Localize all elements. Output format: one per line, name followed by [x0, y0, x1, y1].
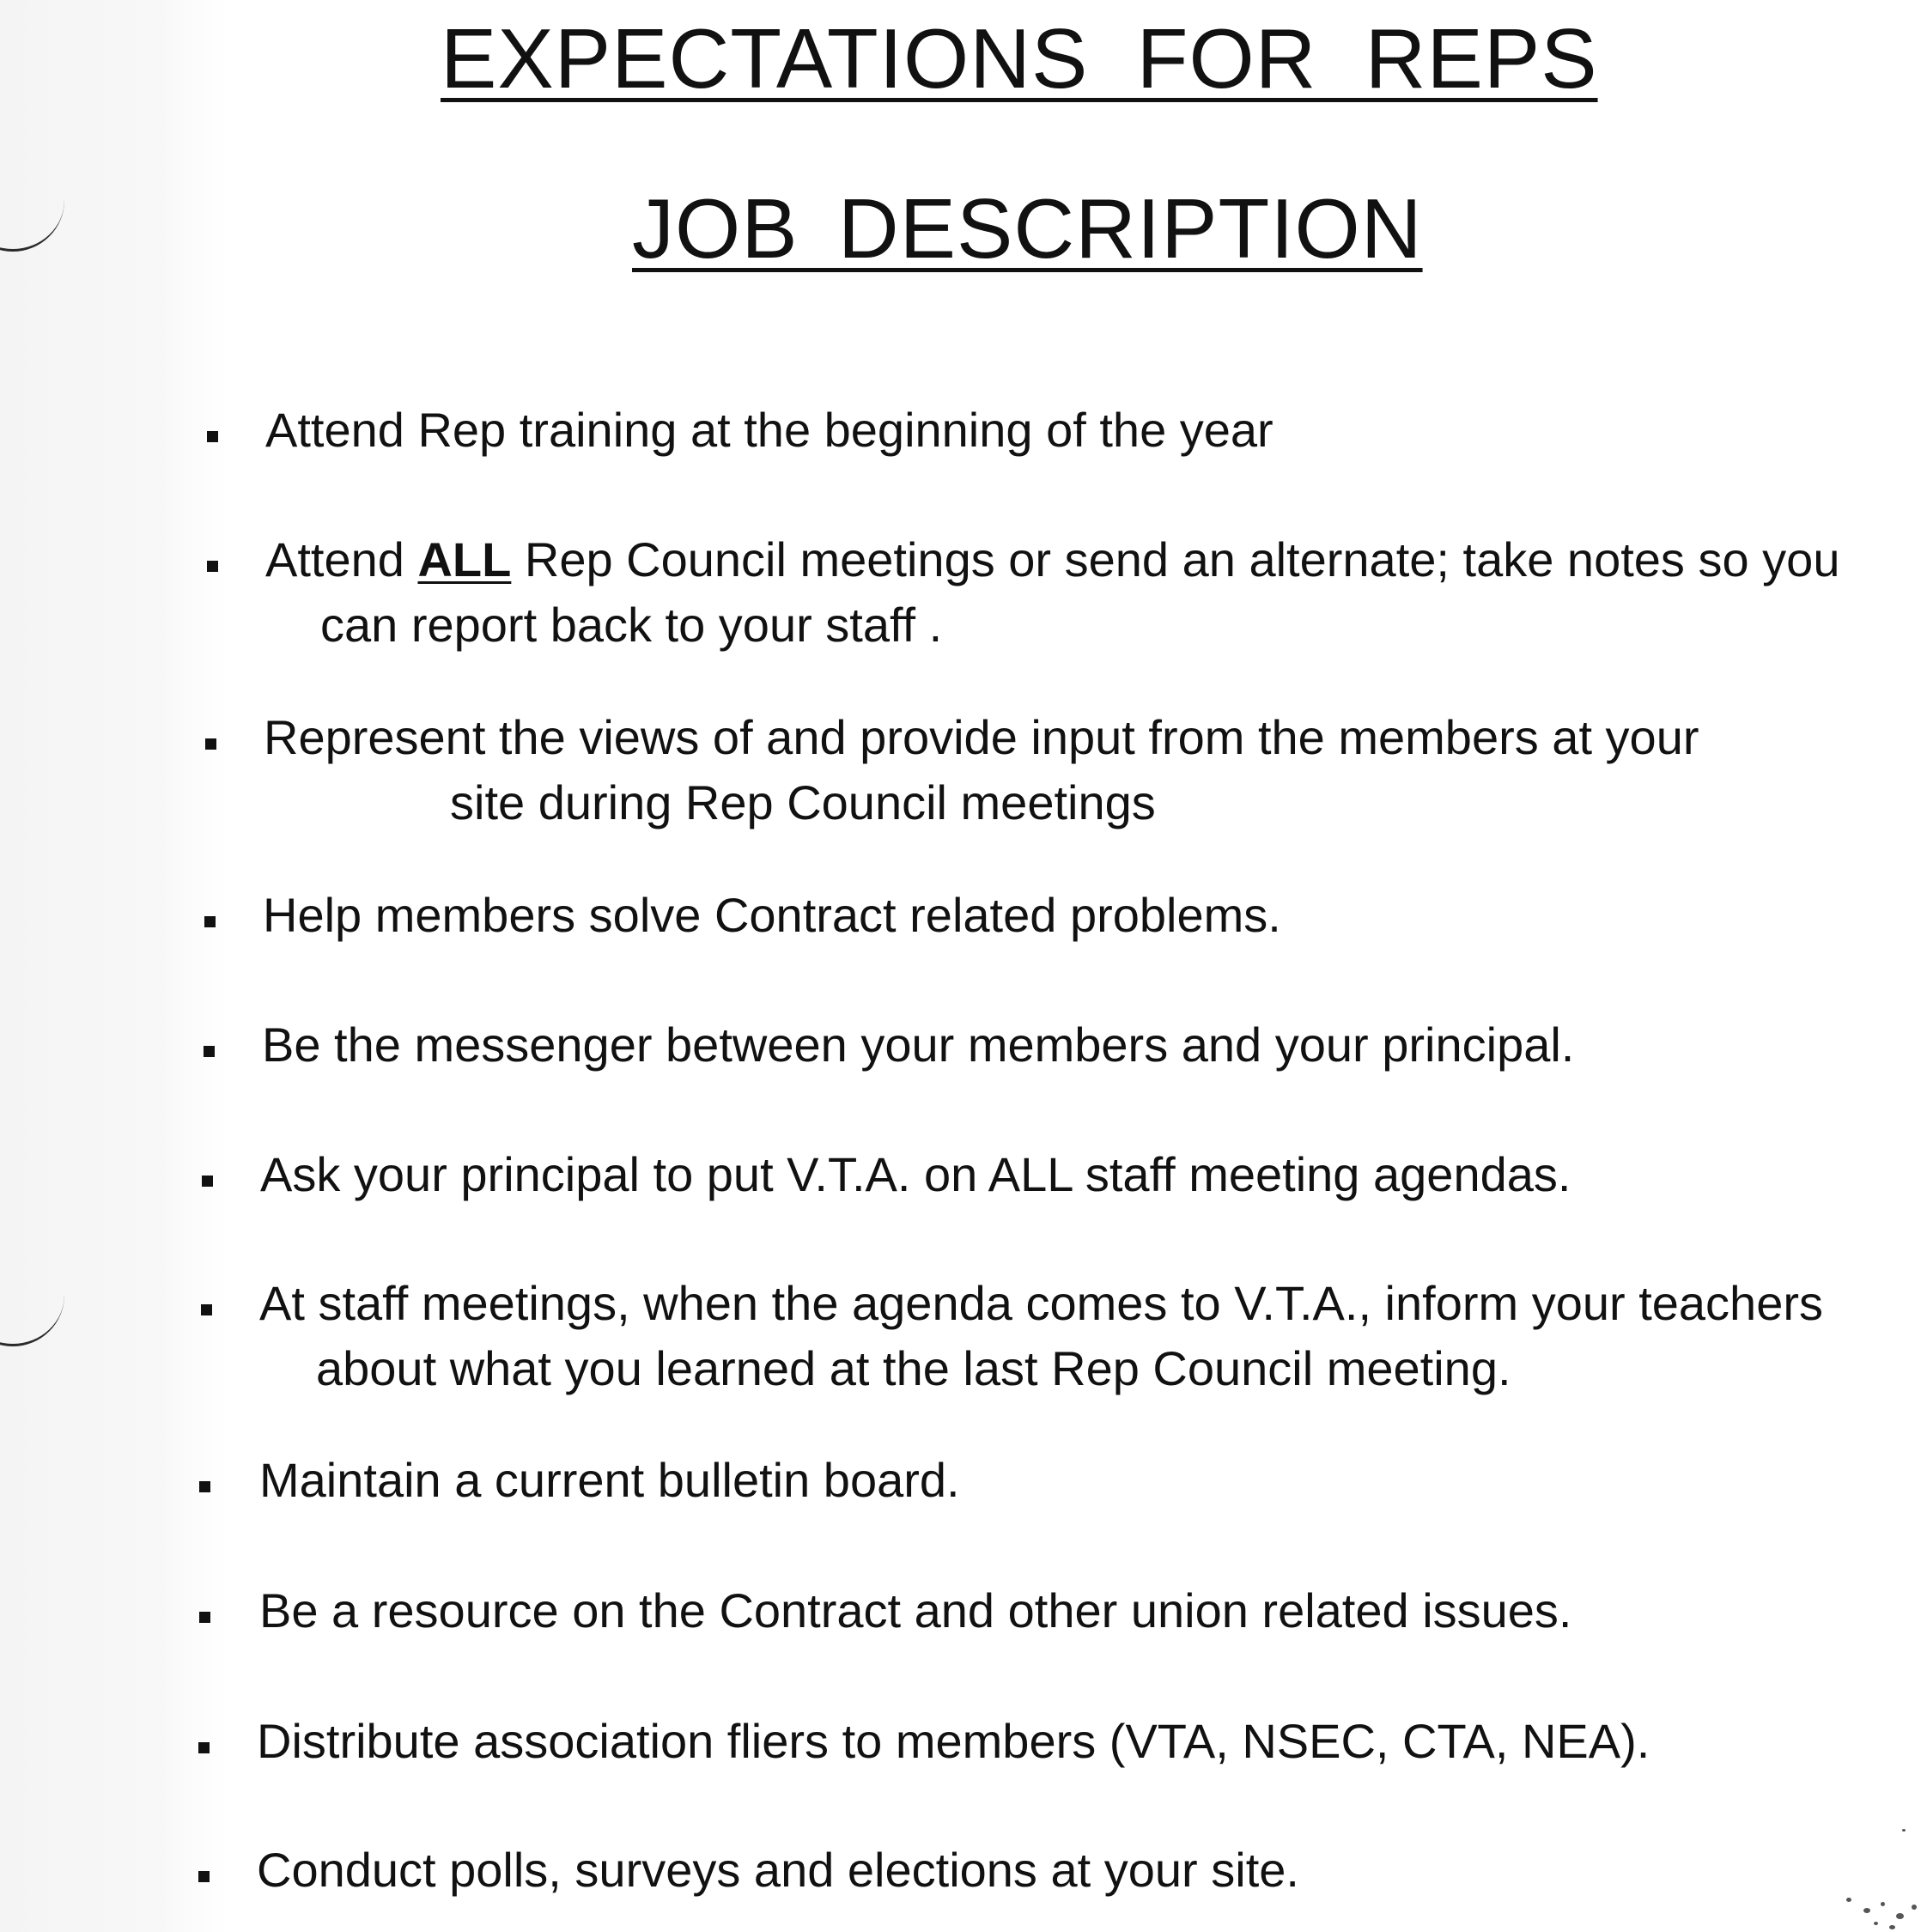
item-continuation: site during Rep Council meetings — [450, 775, 1156, 829]
item-continuation: about what you learned at the last Rep Council meeting. — [316, 1341, 1511, 1395]
item-continuation: can report back to your staff . — [320, 598, 943, 652]
bullet-icon — [198, 1742, 210, 1753]
item-text: Distribute association fliers to members (VTA, NSEC, CTA, NEA). — [257, 1714, 1650, 1768]
item-text: Represent the views of and provide input from the members at your — [264, 710, 1699, 764]
document-title: EXPECTATIONS FOR REPS — [441, 11, 1598, 106]
item-text: At staff meetings, when the agenda comes to V.T.A., inform your teachers — [259, 1276, 1823, 1330]
item-text: Attend Rep training at the beginning of the year — [265, 403, 1274, 457]
document-subtitle: JOB DESCRIPTION — [632, 181, 1423, 276]
bullet-icon — [198, 1871, 210, 1882]
item-emphasis: ALL — [417, 532, 512, 586]
bullet-icon — [204, 916, 216, 927]
bullet-icon — [207, 431, 218, 442]
bullet-icon — [199, 1612, 210, 1623]
item-text: Maintain a current bulletin board. — [259, 1453, 960, 1507]
item-text: Ask your principal to put V.T.A. on ALL staff meeting agendas. — [260, 1147, 1571, 1201]
item-text-before: Attend — [265, 532, 418, 586]
bullet-icon — [201, 1304, 212, 1315]
bullet-icon — [199, 1481, 210, 1492]
bullet-icon — [202, 1176, 213, 1187]
item-text: Be the messenger between your members and your principal. — [262, 1018, 1575, 1072]
bullet-icon — [207, 561, 218, 572]
bullet-icon — [204, 1046, 215, 1057]
item-text: Conduct polls, surveys and elections at your site. — [257, 1843, 1299, 1897]
item-text — [265, 526, 1839, 593]
item-text: Be a resource on the Contract and other union related issues. — [259, 1583, 1572, 1637]
bullet-icon — [205, 738, 216, 750]
item-text: Help members solve Contract related problems. — [263, 888, 1281, 942]
item-text-after: Rep Council meetings or send an alternate; take notes so you — [511, 532, 1840, 586]
